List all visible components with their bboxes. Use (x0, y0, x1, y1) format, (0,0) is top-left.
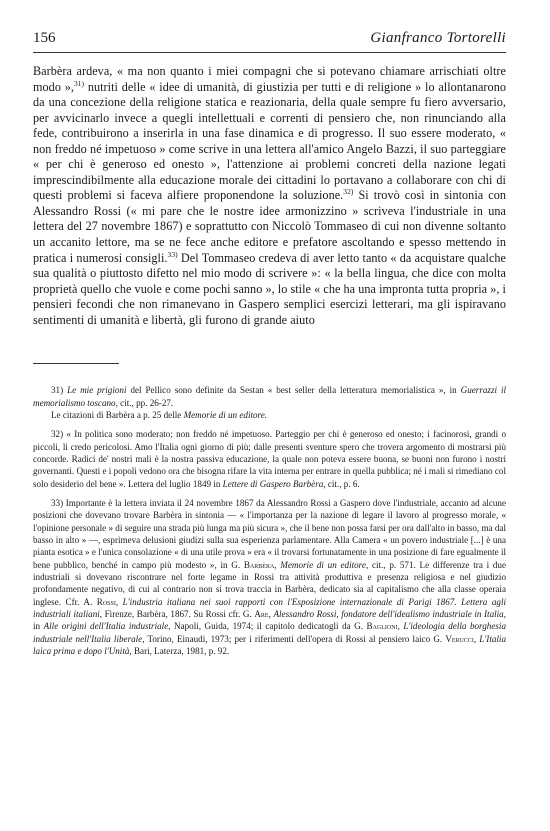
running-head: Gianfranco Tortorelli (370, 30, 506, 46)
footnote-ref-33: 33) (167, 249, 178, 259)
footnote-separator (33, 363, 119, 364)
body-paragraph: Barbèra ardeva, « ma non quanto i miei compagni che si potevano chiamare arrischiati oltre modo »,$^{31)}$ nutriti delle « idee di umanità, di giustizia per tutti e di religione » lo allontanarono da una concezione della religione statica e reazionaria, della quale sempre fu fiero avversario, per avvicinarlo invece a quegli intellettuali e correnti di pensiero che, non rinunciando alla fede, contribuirono a inserirla in una fase dinamica e di progresso. Il suo essere moderato, « non freddo né impetuoso » come scrive in una lettera all'amico Angelo Bazzi, il suo parteggiare « per chi è generoso ed onesto », l'attenzione ai problemi concreti della nazione legati imprescindibilmente alla educazione morale dei cittadini lo portavano a collaborare con chi di questi problemi si faceva alfiere proponendone la soluzione.$^{32)}$ Si trovò così in sintonia con Alessandro Rossi (« mi pare che le nostre idee armonizzino » scriveva l'industriale in una lettera del 27 novembre 1867) e soprattutto con Niccolò Tommaseo di cui non divenne soltanto un accanito lettore, ma se ne fece anche editore e prefatore ascoltando e spesso mettendo in pratica i numerosi consigli.$^{33)}$ Del Tommaseo credeva di aver letto tanto « da acquistare qualche sua qualità o piuttosto difetto nel mio modo di scrivere »: « la bella lingua, che dice con molta proprietà quello che vuole e come pochi sanno », lo stile « che ha una impronta tutta propria », i pensieri fecondi che non rimanevano in Gaspero semplici esercizi letterari, ma gli ispiravano sentimenti di umanità e libertà, gli furono di grande aiuto (33, 64, 507, 327)
body-text (33, 64, 506, 328)
footnote-ref-31: 31) (73, 78, 85, 88)
footnote-number: 33) (51, 498, 64, 509)
footnote-33: 33) Importante è la lettera inviata il 24 novembre 1867 da Alessandro Rossi a Gaspero dove l'industriale, accanto ad alcune posizioni che dovevano trovare Barbèra in sintonia — « l'importanza per la nazione di legare il lavoro al progresso morale, « l'opinione personale » di seguire una strada più lunga ma più sicura », che il bene non possa farsi per ora dall'alto in basso, ma dal basso in alto » —, esprimeva delusioni giudizi sulla sua esperienza parlamentare. Alla Camera « un povero industriale [...] è una pianta esotica » e l'unica consolazione « di una utile prova » era « il trovarsi fortunatamente in una posizione di fare egualmente il bene pubblico, benché in campo più modesto », in G. Barbèra, Memorie di un editore, cit., p. 571. Le differenze tra i due industriali si dovevano riscontrare nel forte legame in Rossi tra attività produttiva e presenza religiosa e nel giudizio profondamente negativo, di cui al contrario non si trova traccia in Barbèra, dedicato sia al capitalismo che alla classe operaia inglese. Cfr. A. Rossi, L'industria italiana nei suoi rapporti con l'Esposizione internazionale di Parigi 1867. Lettera agli industriali italiani, Firenze, Barbèra, 1867. Su Rossi cfr. G. Are, Alessandro Rossi, fondatore dell'idealismo industriale in Italia, in Alle origini dell'Italia industriale, Napoli, Guida, 1974; il capitolo dedicatogli da G. Baglioni, L'ideologia della borghesia industriale nell'Italia liberale, Torino, Einaudi, 1973; per i riferimenti dell'opera di Rossi al pensiero laico G. Verucci, L'Italia laica prima e dopo l'Unità, Bari, Laterza, 1981, p. 92. (33, 498, 507, 657)
footnotes (33, 384, 506, 657)
footnote-31: 31) Le mie prigioni del Pellico sono definite da Sestan « best seller della letteratura memorialistica », in Guerrazzi il memorialismo toscano, cit., pp. 26-27. Le citazioni di Barbèra a p. 25 delle Memorie di un editore. (33, 385, 506, 420)
footnote-number: 32) (51, 429, 64, 440)
page-number: 156 (33, 30, 56, 46)
footnote-ref-32: 32) (343, 187, 354, 197)
page-header (33, 30, 506, 53)
footnote-continuation: Le citazioni di Barbèra a p. 25 delle Memorie di un editore. (51, 409, 268, 420)
footnote-32: 32) « In politica sono moderato; non freddo né impetuoso. Parteggio per chi è generoso ed onesto; i facinorosi, grandi o piccoli, li credo pericolosi. Amo l'Italia ogni giorno di più; dalle presenti sventure spero che trovera argomento di mostrarsi più concorde. Radici de' nostri mali è la nostra passiva educazione, la quale non poteva essere buona, se buoni non furono i nostri governanti. Questi e i popoli vedono ora che bisogna rifare la vita interna per entrare in quella pubblica; né i mali si rimediano col solo desiderio del bene ». Lettera del luglio 1849 in Lettere di Gaspero Barbèra, cit., p. 6. (33, 429, 506, 489)
footnote-number: 31) (51, 385, 64, 396)
